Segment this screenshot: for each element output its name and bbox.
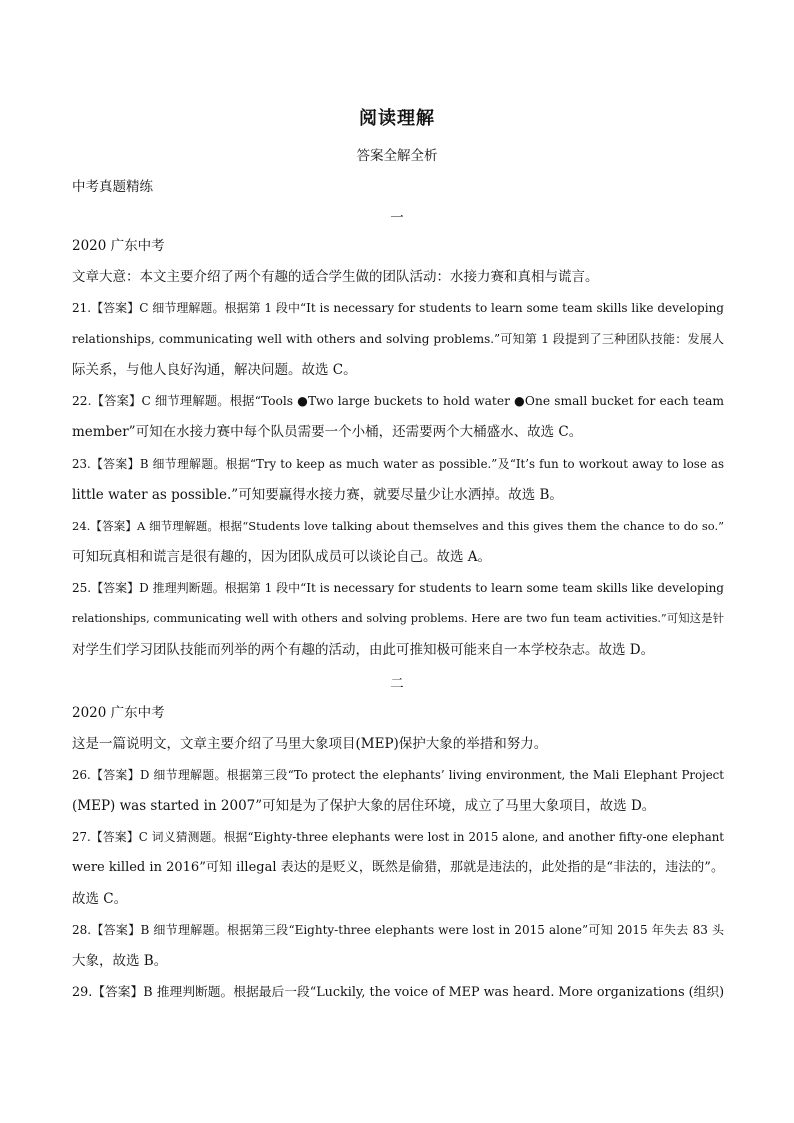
- answer-line: little water as possible.”可知要赢得水接力赛，就要尽量少让水洒掉。故选 B。: [72, 487, 563, 503]
- part-number: 二: [390, 676, 404, 692]
- answer-line: 故选 C。: [72, 891, 128, 907]
- answer-line: 21.【答案】C 细节理解题。根据第 1 段中“It is necessary for students to learn some team skills like developing: [72, 301, 724, 315]
- answer-line: 23.【答案】B 细节理解题。根据“Try to keep as much water as possible.”及“It’s fun to workout away to lose as: [72, 457, 724, 471]
- answer-line: 可知玩真相和谎言是很有趣的，因为团队成员可以谈论自己。故选 A。: [72, 549, 492, 565]
- passage-summary: 这是一篇说明文，文章主要介绍了马里大象项目(MEP)保护大象的举措和努力。: [72, 736, 548, 752]
- answer-line: 际关系，与他人良好沟通，解决问题。故选 C。: [72, 362, 357, 378]
- exam-source: 2020 广东中考: [72, 705, 165, 721]
- section-heading: 中考真题精练: [72, 179, 153, 195]
- page-subtitle: 答案全解全析: [356, 148, 438, 164]
- answer-line: 对学生们学习团队技能而列举的两个有趣的活动，由此可推知极可能来自一本学校杂志。故选 D。: [72, 642, 655, 658]
- answer-line: 25.【答案】D 推理判断题。根据第 1 段中“It is necessary for students to learn some team skills like developing: [72, 581, 724, 595]
- part-number: 一: [390, 210, 404, 226]
- answer-line: 24.【答案】A 细节理解题。根据“Students love talking about themselves and this gives them the chance to do so.”: [72, 519, 724, 533]
- answer-line: 22.【答案】C 细节理解题。根据“Tools ●Two large buckets to hold water ●One small bucket for each team: [72, 394, 724, 408]
- exam-source: 2020 广东中考: [72, 238, 165, 254]
- answer-line: relationships, communicating well with others and solving problems.”可知第 1 段提到了三种团队技能：发展人: [72, 332, 724, 346]
- page-title: 阅读理解: [359, 108, 435, 129]
- answer-line: relationships, communicating well with others and solving problems. Here are two fun team activities.”可知这是针: [72, 612, 724, 625]
- answer-line: member”可知在水接力赛中每个队员需要一个小桶，还需要两个大桶盛水、故选 C。: [72, 424, 583, 440]
- answer-line: 26.【答案】D 细节理解题。根据第三段“To protect the elephants’ living environment, the Mali Elephant Project: [72, 768, 724, 782]
- answer-line: 28.【答案】B 细节理解题。根据第三段“Eighty-three elephants were lost in 2015 alone”可知 2015 年失去 83 头: [72, 923, 724, 937]
- answer-line: (MEP) was started in 2007”可知是为了保护大象的居住环境，成立了马里大象项目，故选 D。: [72, 798, 656, 814]
- answer-line: 大象，故选 B。: [72, 953, 168, 969]
- answer-line: 29.【答案】B 推理判断题。根据最后一段“Luckily, the voice of MEP was heard. More organizations (组织): [72, 985, 725, 1000]
- answer-line: 27.【答案】C 词义猜测题。根据“Eighty-three elephants were lost in 2015 alone, and another fifty-one elephant: [72, 830, 724, 844]
- answer-line: were killed in 2016”可知 illegal 表达的是贬义，既然是偷猎，那就是违法的，此处指的是“非法的，违法的”。: [72, 860, 724, 875]
- passage-summary: 文章大意：本文主要介绍了两个有趣的适合学生做的团队活动：水接力赛和真相与谎言。: [72, 269, 599, 285]
